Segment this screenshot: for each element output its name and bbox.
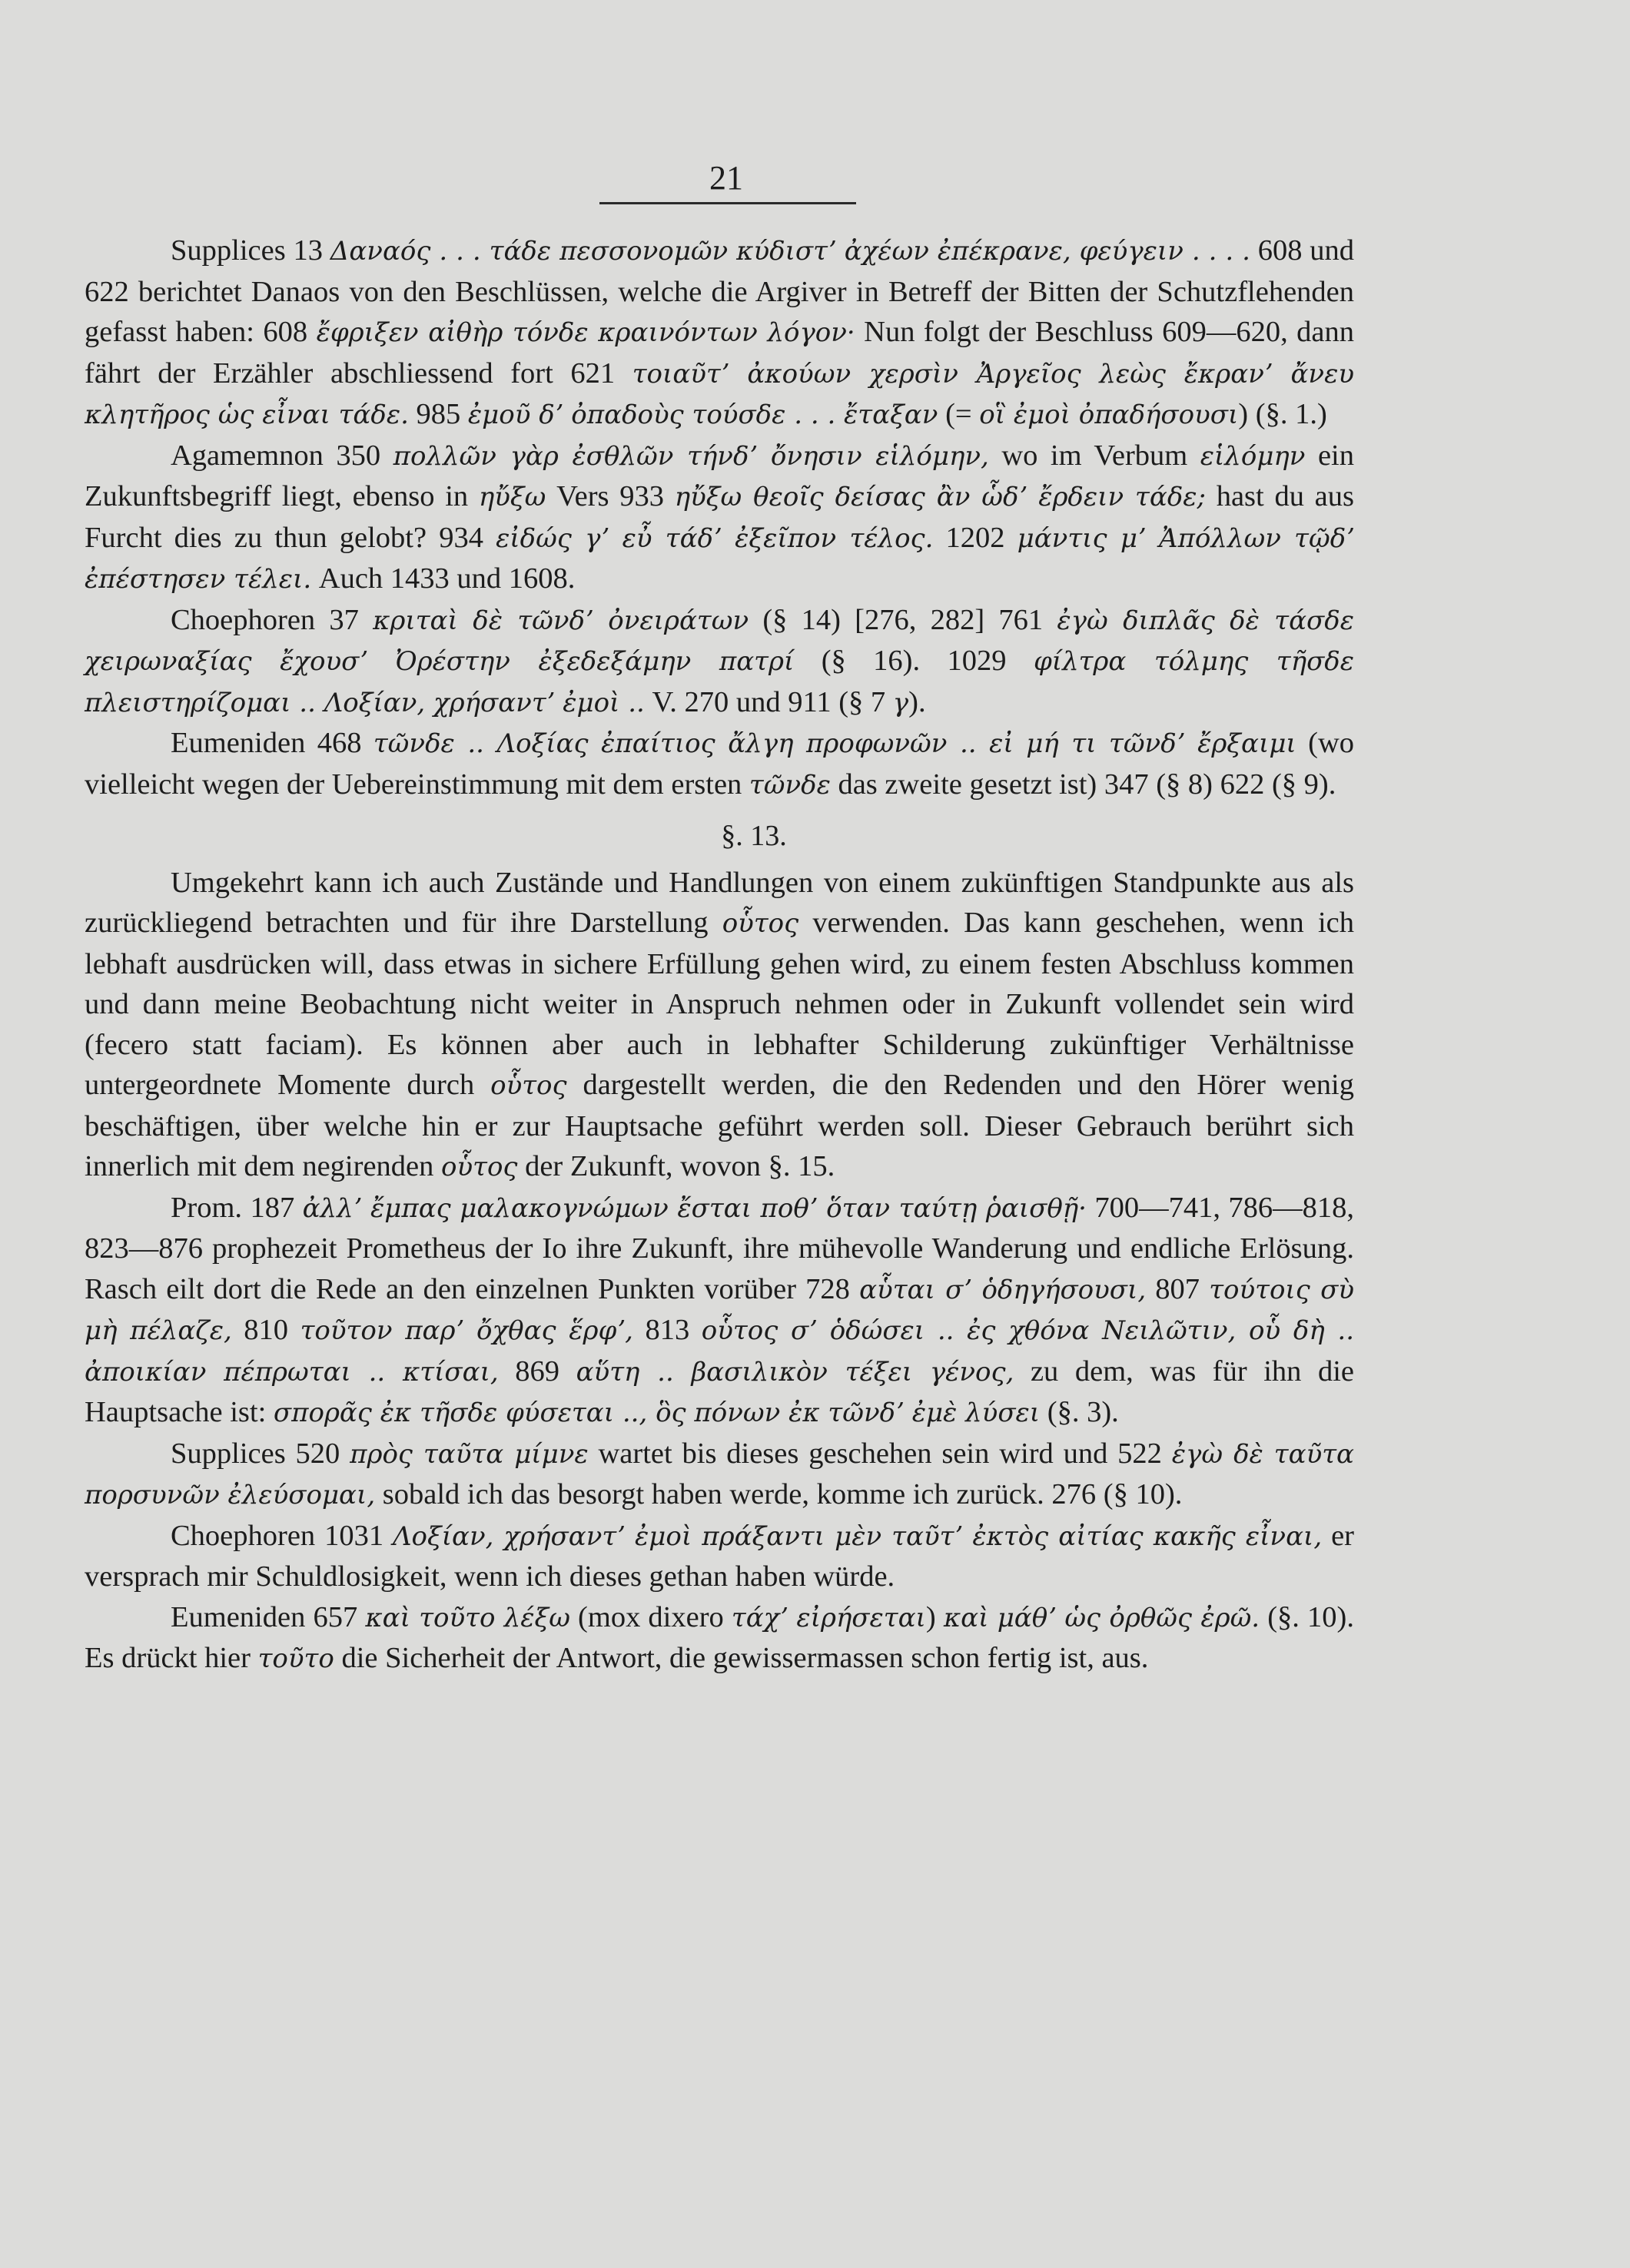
roman-text: hast du aus Furcht dies zu thun gelobt? 934 — [85, 480, 1355, 554]
roman-text: wo im Verbum — [988, 439, 1200, 472]
greek-quote: ηὔξω — [478, 482, 546, 512]
roman-text: Eumeniden 657 — [171, 1600, 366, 1633]
roman-text: (§. 3). — [1040, 1396, 1119, 1428]
roman-text: 807 — [1146, 1272, 1210, 1305]
greek-quote: ἀλλʼ ἔμπας μαλακογνώμων ἔσται ποθʼ ὅταν ταύτῃ ῥαισθῇ· — [302, 1192, 1087, 1224]
greek-quote: πρὸς ταῦτα μίμνε — [350, 1438, 589, 1470]
roman-text: sobald ich das besorgt haben werde, komme ich zurück. 276 (§ 10). — [375, 1478, 1183, 1510]
roman-text: Supplices 520 — [171, 1437, 350, 1470]
roman-text: Vers 933 — [546, 480, 675, 512]
roman-text: der Zukunft, wovon §. 15. — [517, 1150, 835, 1182]
paragraph — [85, 723, 1354, 805]
greek-quote: τούτοις σὺ μὴ πέλαζε, — [85, 1274, 1354, 1346]
roman-text: die Sicherheit der Antwort, die gewissermassen schon fertig ist, aus. — [334, 1642, 1149, 1674]
greek-quote: ἐγὼ δὲ ταῦτα πορσυνῶν ἐλεύσομαι, — [85, 1438, 1355, 1510]
greek-quote: τοῦτον παρʼ ὄχθας ἕρφʼ, — [300, 1315, 633, 1346]
greek-quote: ηὔξω θεοῖς δείσας ἂν ὧδʼ ἔρδειν τάδε; — [674, 482, 1206, 512]
greek-quote: σπορᾶς ἐκ τῆσδε φύσεται .., ὃς πόνων ἐκ τῶνδʼ ἐμὲ λύσει — [273, 1398, 1041, 1428]
paragraph — [85, 600, 1354, 724]
greek-quote: αὗται σʼ ὁδηγήσουσι, — [859, 1274, 1147, 1305]
greek-quote: αὕτη .. βασιλικὸν τέξει γένος, — [576, 1356, 1014, 1388]
roman-text: (= — [938, 398, 980, 430]
roman-text: ) — [925, 1600, 944, 1633]
greek-quote: μάντις μʼ Ἀπόλλων τῷδʼ ἐπέστησεν τέλει. — [85, 522, 1354, 595]
greek-quote: ἔφριξεν αἰθὴρ τόνδε κραινόντων λόγον· — [316, 317, 855, 348]
roman-text: Choephoren 1031 — [171, 1519, 393, 1552]
greek-quote: οὗτος — [441, 1152, 518, 1182]
roman-text: ). — [908, 685, 926, 718]
roman-text: ) (§. 1.) — [1238, 398, 1327, 430]
roman-text: (§ 14) [276, 282] 761 — [749, 603, 1057, 636]
roman-text: (mox dixero — [569, 1600, 732, 1633]
greek-quote: τοιαῦτʼ ἀκούων χερσὶν Ἀργεῖος λεὼς ἔκρανʼ ἄνευ κλητῆρος ὡς εἶναι τάδε. — [85, 358, 1354, 430]
roman-text: das zweite gesetzt ist) 347 (§ 8) 622 (§ 9). — [830, 768, 1336, 801]
greek-quote: οὗτος — [490, 1070, 567, 1101]
greek-quote: εἰδώς γʼ εὖ τάδʼ ἐξεῖπον τέλος. — [496, 522, 934, 554]
roman-text: Umgekehrt kann ich auch Zustände und Handlungen von einem zukünftigen Standpunkte aus als zurückliegend betrachten und für ihre Darstellung — [85, 866, 1354, 939]
greek-quote: ἐγὼ διπλᾶς δὲ τάσδε χειρωναξίας ἔχουσʼ Ὀρέστην ἐξεδεξάμην πατρί — [85, 605, 1354, 677]
greek-quote: οὗτος — [722, 908, 799, 939]
greek-quote: τοῦτο — [257, 1643, 334, 1674]
greek-quote: γ — [892, 687, 909, 718]
paragraph — [85, 1516, 1354, 1597]
paragraph — [85, 1434, 1354, 1516]
roman-text: V. 270 und 911 (§ 7 — [644, 685, 893, 718]
paragraph — [85, 230, 1354, 436]
greek-quote: τῶνδε .. Λοξίας ἐπαίτιος ἄλγη προφωνῶν .. εἰ μή τι τῶνδʼ ἔρξαιμι — [373, 728, 1296, 759]
greek-quote: ἐμοῦ δʼ ὀπαδοὺς τούσδε . . . ἔταξαν — [467, 400, 938, 430]
roman-text: ein Zukunftsbegriff liegt, ebenso in — [85, 439, 1354, 512]
paragraph — [85, 1188, 1354, 1434]
roman-text: wartet bis dieses geschehen sein wird und 522 — [588, 1437, 1172, 1470]
roman-text: 810 — [231, 1314, 300, 1346]
paragraph — [85, 863, 1354, 1188]
roman-text: er versprach mir Schuldlosigkeit, wenn ich dieses gethan haben würde. — [85, 1519, 1354, 1593]
roman-text: Agamemnon 350 — [171, 439, 393, 472]
roman-text: Nun folgt der Beschluss 609—620, dann fährt der Erzähler abschliessend fort 621 — [85, 316, 1354, 390]
paragraph — [85, 436, 1354, 600]
paragraph — [85, 1597, 1354, 1679]
greek-quote: φίλτρα τόλμης τῆσδε πλειστηρίζομαι .. Λοξίαν, χρήσαντʼ ἐμοὶ .. — [85, 646, 1354, 718]
roman-text: (wo vielleicht wegen der Uebereinstimmung mit dem ersten — [85, 727, 1355, 801]
roman-text: 700—741, 786—818, 823—876 prophezeit Prometheus der Io ihre Zukunft, ihre mühevolle Wanderung und endliche Erlösung. Rasch eilt dort die Rede an den einzelnen Punkten vorüber 728 — [85, 1191, 1354, 1305]
body-text — [85, 230, 1354, 1679]
roman-text: (§ 16). 1029 — [794, 645, 1034, 677]
roman-text: 608 und 622 berichtet Danaos von den Beschlüssen, welche die Argiver in Betreff der Bitten der Schutzflehenden gefasst haben: 608 — [85, 234, 1355, 348]
roman-text: 813 — [632, 1314, 702, 1346]
greek-quote: Δαναός . . . τάδε πεσσονομῶν κύδιστʼ ἀχέων ἐπέκρανε, φεύγειν . . . . — [330, 236, 1250, 267]
roman-text: Eumeniden 468 — [171, 727, 373, 759]
greek-quote: οἳ ἐμοὶ ὀπαδήσουσι — [979, 400, 1239, 430]
greek-quote: καὶ μάθʼ ὡς ὀρθῶς ἐρῶ. — [943, 1602, 1260, 1633]
roman-text: 869 — [498, 1354, 576, 1388]
roman-text: 985 — [408, 398, 468, 430]
roman-text: zu dem, was für ihn die Hauptsache ist: — [85, 1354, 1355, 1428]
header-rule — [599, 202, 856, 204]
greek-quote: καὶ τοῦτο λέξω — [365, 1602, 570, 1633]
roman-text: Supplices 13 — [171, 234, 330, 267]
roman-text: Auch 1433 und 1608. — [311, 562, 576, 595]
page-number: 21 — [709, 159, 743, 197]
roman-text: Choephoren 37 — [171, 603, 373, 636]
roman-text: 1202 — [933, 521, 1018, 554]
greek-quote: τῶνδε — [749, 769, 831, 801]
roman-text: verwenden. Das kann geschehen, wenn ich lebhaft ausdrücken will, dass etwas in sichere Erfüllung gehen wird, zu einem festen Abschluss kommen und dann meine Beobachtung nicht weiter in Anspruch nehmen oder in Zukunft vollendet sein wird (fecero statt faciam). Es können aber auch in lebhafter Schilderung zukünftiger Verhältnisse untergeordnete Momente durch — [85, 907, 1354, 1101]
greek-quote: τάχʼ εἰρήσεται — [731, 1602, 926, 1633]
greek-quote: πολλῶν γὰρ ἐσθλῶν τήνδʼ ὄνησιν εἱλόμην, — [393, 440, 989, 472]
roman-text: Prom. 187 — [171, 1191, 303, 1224]
greek-quote: κριταὶ δὲ τῶνδʼ ὀνειράτων — [373, 605, 749, 636]
greek-quote: οὗτος σʼ ὁδώσει .. ἐς χθόνα Νειλῶτιν, οὗ δὴ .. ἀποικίαν πέπρωται .. κτίσαι, — [85, 1315, 1355, 1388]
greek-quote: εἱλόμην — [1200, 440, 1306, 472]
greek-quote: Λοξίαν, χρήσαντʼ ἐμοὶ πράξαντι μὲν ταῦτʼ ἐκτὸς αἰτίας κακῆς εἶναι, — [392, 1520, 1323, 1552]
section-heading: §. 13. — [721, 820, 787, 852]
roman-text: (§. 10). Es drückt hier — [85, 1600, 1354, 1674]
roman-text: dargestellt werden, die den Redenden und den Hörer wenig beschäftigen, über welche hin er zur Hauptsache geführt werden soll. Dieser Gebrauch berührt sich innerlich mit dem negirenden — [85, 1069, 1354, 1182]
